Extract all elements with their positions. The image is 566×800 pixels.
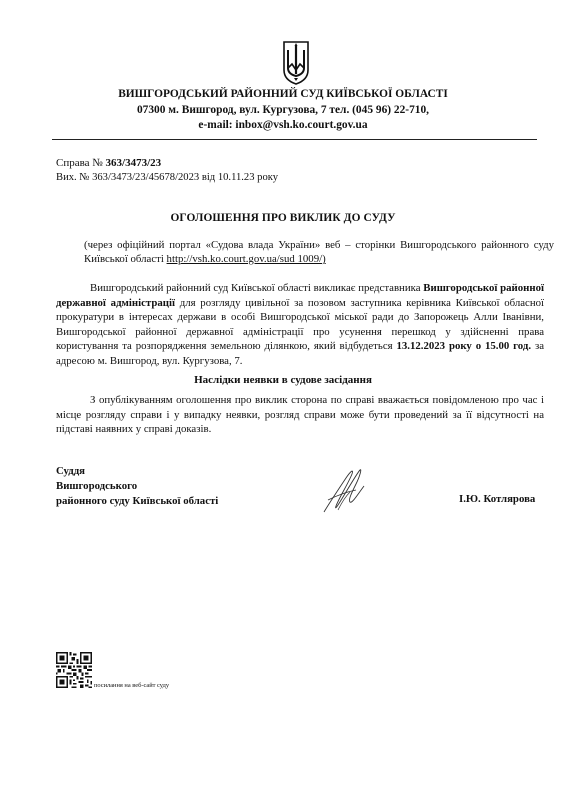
judge-name: І.Ю. Котлярова [459,493,536,505]
qr-code-icon[interactable] [56,652,92,688]
case-number: 363/3473/23 [105,157,162,169]
summons-text-start: Вишгородський районний суд Київської області викликає представника [90,282,424,294]
consequences-paragraph: З опублікуванням оголошення про виклик сторона по справі вважається повідомленою про час і місце розгляду справи і у випадку неявки, розгляд справи може бути проведений за її відсутності на підставі наявних у справі доказів. [56,394,544,435]
summons-text-end: за адресою м. Вишгород, вул. Кургузова, 7. [56,340,545,367]
handwritten-signature-icon [316,462,370,518]
case-number-label: Справа № [56,157,103,169]
consequences-heading: Наслідки неявки в судове засідання [194,374,372,386]
case-number-line [56,157,161,169]
publication-note [84,238,554,266]
header-divider [52,139,537,140]
document-title: ОГОЛОШЕННЯ ПРО ВИКЛИК ДО СУДУ [170,212,396,224]
court-website-link[interactable]: http://vsh.ko.court.gov.ua/sud 1009/) [166,253,326,265]
court-address: 07300 м. Вишгород, вул. Кургузова, 7 тел. (045 96) 22-710, [136,104,430,116]
publication-note-text: (через офіційний портал «Судова влада України» веб – сторінки Вишгородського районного суду Київської області [84,239,554,265]
summons-text-middle: для розгляду цивільної за позовом заступника керівника Київської обласної прокуратури в інтересах держави в особі Вишгородської міської ради до Запорожець Алли Іванівни, Вишгородської районної державної адміністрації про усунення перешкод у здійсненні права користування та розпорядження земельною ділянкою, який відбудеться [56,296,544,352]
court-email: e-mail: inbox@vsh.ko.court.gov.ua [198,119,368,131]
judge-title-line1: Суддя [56,465,86,477]
judge-title-line3: районного суду Київської області [56,495,219,507]
hearing-date: 13.12.2023 року о 15.00 год. [396,340,532,352]
qr-caption: посилання на веб-сайт суду [94,682,170,689]
judge-title-line2: Вишгородського [56,480,138,492]
summoned-party: Вишгородської районної державної адміністрації [56,282,544,309]
court-name: ВИШГОРОДСЬКИЙ РАЙОННИЙ СУД КИЇВСЬКОЇ ОБЛАСТІ [118,88,448,100]
trident-emblem-icon [281,38,311,86]
summons-paragraph [56,281,544,368]
judge-title-block [56,464,218,509]
outgoing-number: Вих. № 363/3473/23/45678/2023 від 10.11.23 року [56,172,279,183]
